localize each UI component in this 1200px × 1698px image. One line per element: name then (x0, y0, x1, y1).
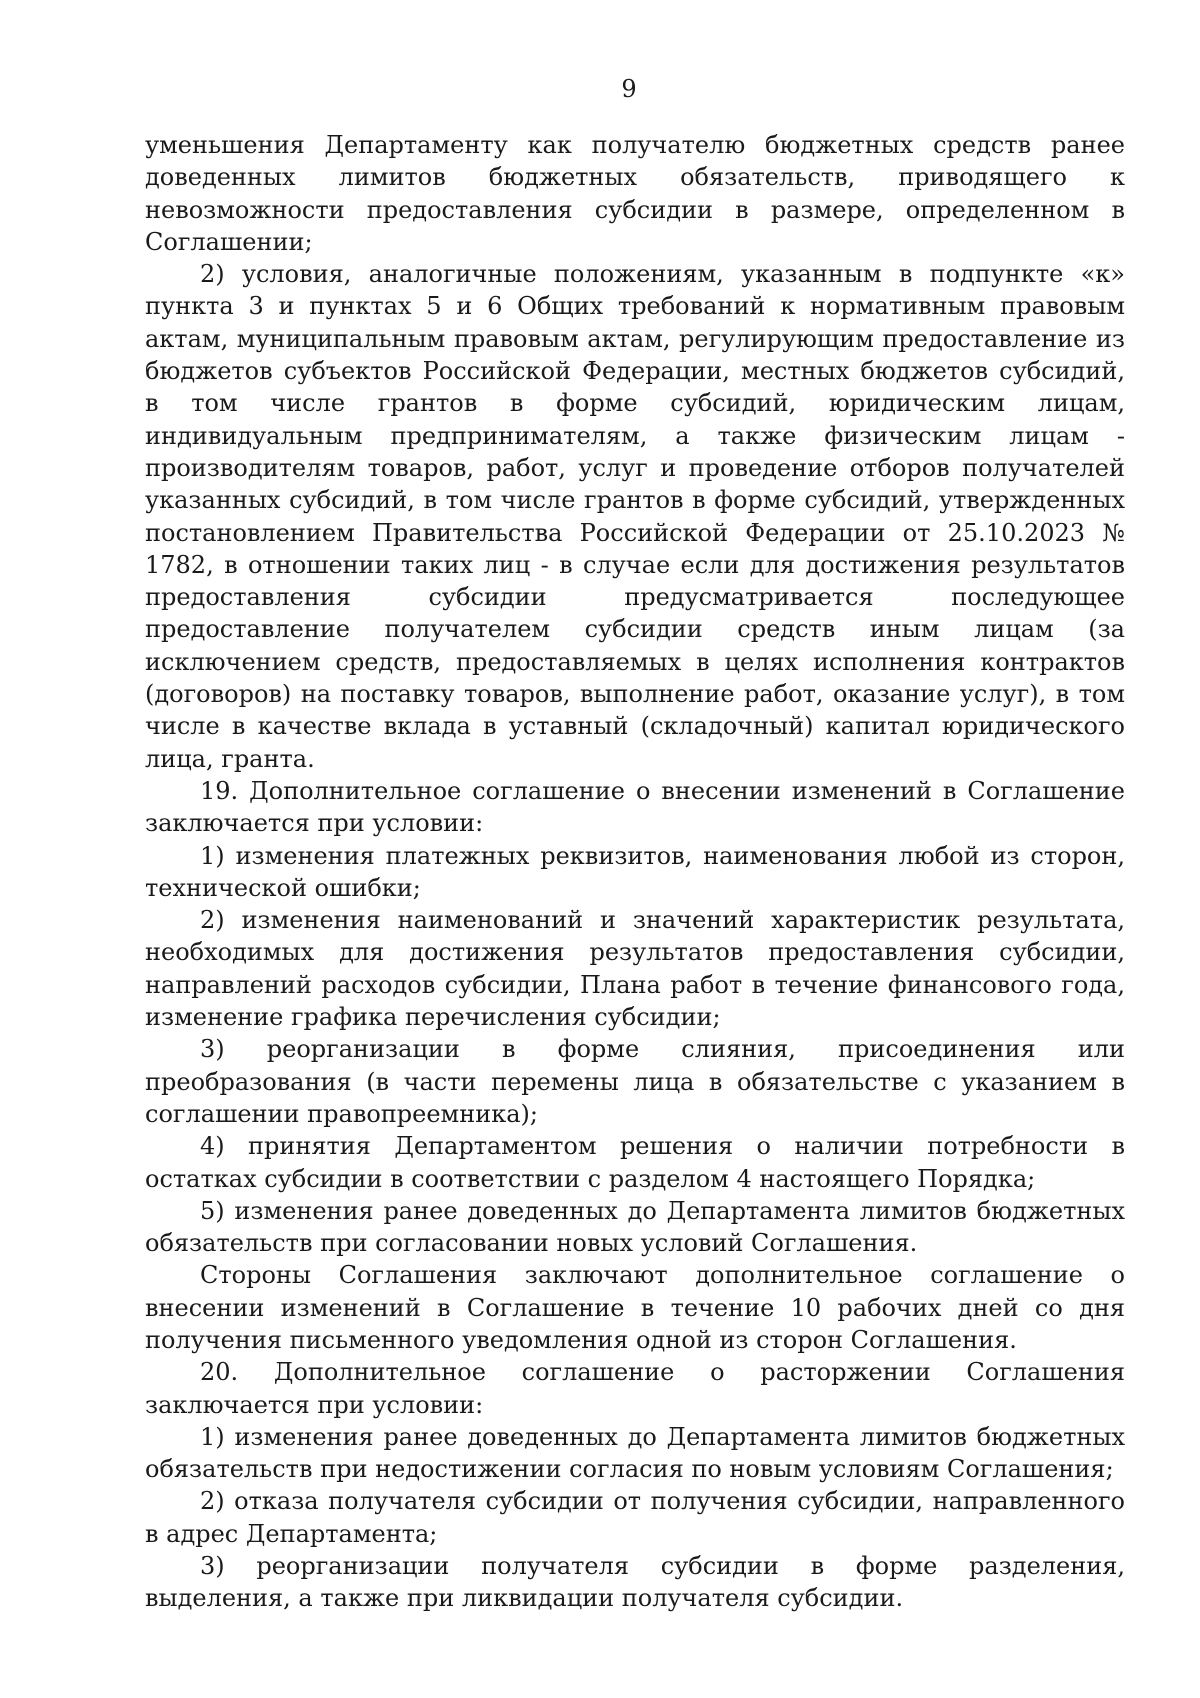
paragraph-clause-19-parties: Стороны Соглашения заключают дополнительное соглашение о внесении изменений в Соглашение в течение 10 рабочих дней со дня получения письменного уведомления одной из сторон Соглашения. (145, 1261, 1125, 1354)
paragraph-clause-19-item-5: 5) изменения ранее доведенных до Департамента лимитов бюджетных обязательств при согласовании новых условий Соглашения. (145, 1196, 1125, 1258)
paragraph-item-2-conditions: 2) условия, аналогичные положениям, указанным в подпункте «к» пункта 3 и пунктах 5 и 6 Общих требований к нормативным правовым актам, муниципальным правовым актам, регулирующим предоставление из бюджетов субъектов Российской Федерации, местных бюджетов субсидий, в том числе грантов в форме субсидий, юридическим лицам, индивидуальным предпринимателям, а также физическим лицам - производителям товаров, работ, услуг и проведение отборов получателей указанных субсидий, в том числе грантов в форме субсидий, утвержденных постановлением Правительства Российской Федерации от 25.10.2023 № 1782, в отношении таких лиц - в случае если для достижения результатов предоставления субсидии предусматривается последующее предоставление получателем субсидии средств иным лицам (за исключением средств, предоставляемых в целях исполнения контрактов (договоров) на поставку товаров, выполнение работ, оказание услуг), в том числе в качестве вклада в уставный (складочный) капитал юридического лица, гранта. (145, 260, 1125, 773)
paragraph-clause-20-item-1: 1) изменения ранее доведенных до Департамента лимитов бюджетных обязательств при недостижении согласия по новым условиям Соглашения; (145, 1422, 1125, 1484)
paragraph-clause-19: 19. Дополнительное соглашение о внесении изменений в Соглашение заключается при условии: (145, 776, 1125, 838)
paragraph-clause-20: 20. Дополнительное соглашение о расторжении Соглашения заключается при условии: (145, 1358, 1125, 1419)
paragraph-clause-19-item-2: 2) изменения наименований и значений характеристик результата, необходимых для достижения результатов предоставления субсидии, направлений расходов субсидии, Плана работ в течение финансового года, изменение графика перечисления субсидии; (145, 906, 1125, 1032)
paragraph-clause-20-item-2: 2) отказа получателя субсидии от получения субсидии, направленного в адрес Департамента; (145, 1487, 1125, 1548)
paragraph-clause-20-item-3: 3) реорганизации получателя субсидии в форме разделения, выделения, а также при ликвидации получателя субсидии. (145, 1552, 1125, 1613)
paragraph-clause-19-item-3: 3) реорганизации в форме слияния, присоединения или преобразования (в части перемены лица в обязательстве с указанием в соглашении правопреемника); (145, 1035, 1125, 1128)
document-body (145, 129, 1125, 1615)
paragraph-continuation: уменьшения Департаменту как получателю бюджетных средств ранее доведенных лимитов бюджетных обязательств, приводящего к невозможности предоставления субсидии в размере, определенном в Соглашении; (145, 131, 1125, 256)
paragraph-clause-19-item-1: 1) изменения платежных реквизитов, наименования любой из сторон, технической ошибки; (145, 841, 1125, 902)
page-number: 9 (621, 75, 637, 103)
paragraph-clause-19-item-4: 4) принятия Департаментом решения о наличии потребности в остатках субсидии в соответствии с разделом 4 настоящего Порядка; (145, 1132, 1125, 1193)
